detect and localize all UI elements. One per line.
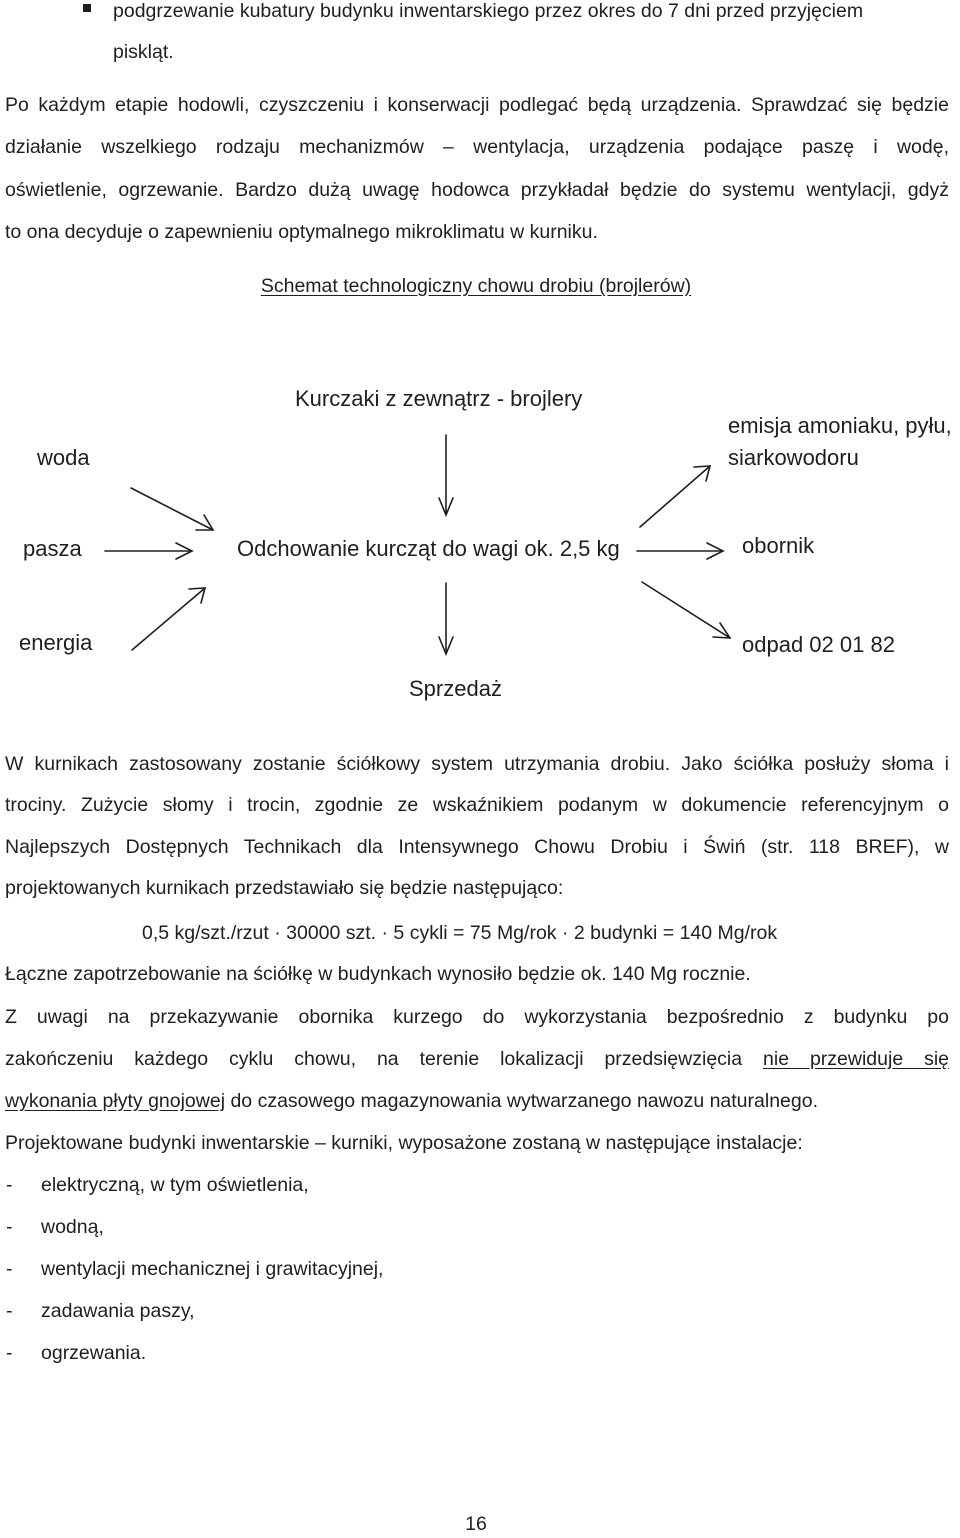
arrow-top-to-center	[439, 435, 453, 515]
list-item: wentylacji mechanicznej i grawitacyjnej,	[41, 1258, 384, 1280]
paragraph-line: projektowanych kurnikach przedstawiało się będzie następująco:	[5, 877, 564, 899]
arrow-center-to-bottom	[439, 583, 453, 654]
arrow-center-to-waste	[642, 582, 730, 638]
paragraph-line: trociny. Zużycie słomy i trocin, zgodnie ze wskaźnikiem podanym w dokumencie referencyjnym o	[5, 794, 949, 816]
diagram-node-bottom: Sprzedaż	[409, 676, 502, 701]
diagram-output-manure: obornik	[742, 533, 815, 558]
formula: 0,5 kg/szt./rzut · 30000 szt. · 5 cykli = 75 Mg/rok · 2 budynki = 140 Mg/rok	[142, 922, 778, 944]
list-item: wodną,	[41, 1216, 104, 1238]
diagram-node-top: Kurczaki z zewnątrz - brojlery	[295, 386, 583, 411]
diagram-title: Schemat technologiczny chowu drobiu (brojlerów)	[260, 275, 692, 297]
arrow-water-to-center	[131, 488, 213, 530]
paragraph-line: działanie wszelkiego rodzaju mechanizmów – wentylacja, urządzenia podające paszę i wodę,	[5, 136, 949, 158]
diagram-input-feed: pasza	[23, 536, 82, 561]
list-item: zadawania paszy,	[41, 1300, 195, 1322]
underlined-text: wykonania płyty gnojowej	[5, 1090, 226, 1112]
list-dash: -	[6, 1216, 13, 1238]
arrow-center-to-manure	[637, 543, 723, 559]
paragraph-line: Najlepszych Dostępnych Technikach dla Intensywnego Chowu Drobiu i Świń (str. 118 BREF), w	[5, 836, 949, 858]
underlined-text: nie przewiduje się	[763, 1048, 949, 1070]
list-item: ogrzewania.	[41, 1342, 147, 1364]
paragraph-line: Po każdym etapie hodowli, czyszczeniu i konserwacji podlegać będą urządzenia. Sprawdzać się będzie	[5, 94, 949, 116]
list-dash: -	[6, 1342, 13, 1364]
text-span: zakończeniu każdego cyklu chowu, na terenie lokalizacji przedsięwzięcia	[5, 1048, 743, 1070]
paragraph-line	[5, 1080, 818, 1122]
arrow-energy-to-center	[132, 588, 205, 650]
paragraph-line: to ona decyduje o zapewnieniu optymalnego mikroklimatu w kurniku.	[5, 221, 598, 243]
diagram-output-waste: odpad 02 01 82	[742, 632, 895, 657]
paragraph-line: Projektowane budynki inwentarskie – kurniki, wyposażone zostaną w następujące instalacje:	[5, 1132, 803, 1154]
paragraph-line: oświetlenie, ogrzewanie. Bardzo dużą uwagę hodowca przykładał będzie do systemu wentylacji, gdyż	[5, 179, 949, 201]
diagram-node-center: Odchowanie kurcząt do wagi ok. 2,5 kg	[237, 536, 620, 561]
arrow-center-to-emission	[640, 466, 710, 527]
diagram-input-energy: energia	[19, 630, 93, 655]
paragraph-line: W kurnikach zastosowany zostanie ściółkowy system utrzymania drobiu. Jako ściółka posłuży słoma i	[5, 753, 949, 775]
diagram-arrows	[0, 0, 960, 760]
list-dash: -	[6, 1258, 13, 1280]
list-dash: -	[6, 1300, 13, 1322]
diagram-output-emission-line2: siarkowodoru	[728, 445, 859, 470]
bullet-text-line1: podgrzewanie kubatury budynku inwentarskiego przez okres do 7 dni przed przyjęciem	[113, 0, 864, 22]
arrow-feed-to-center	[105, 543, 192, 559]
list-item: elektryczną, w tym oświetlenia,	[41, 1174, 309, 1196]
paragraph-line: Łączne zapotrzebowanie na ściółkę w budynkach wynosiło będzie ok. 140 Mg rocznie.	[5, 963, 751, 985]
paragraph-line: Z uwagi na przekazywanie obornika kurzego do wykorzystania bezpośrednio z budynku po	[5, 1006, 949, 1028]
paragraph-line	[5, 1038, 949, 1080]
list-dash: -	[6, 1174, 13, 1196]
text-span: do czasowego magazynowania wytwarzanego nawozu naturalnego.	[225, 1090, 818, 1112]
diagram-output-emission-line1: emisja amoniaku, pyłu,	[728, 413, 952, 438]
page-number: 16	[465, 1513, 487, 1535]
bullet-text-line2: piskląt.	[113, 41, 174, 63]
diagram-input-water: woda	[37, 445, 90, 470]
